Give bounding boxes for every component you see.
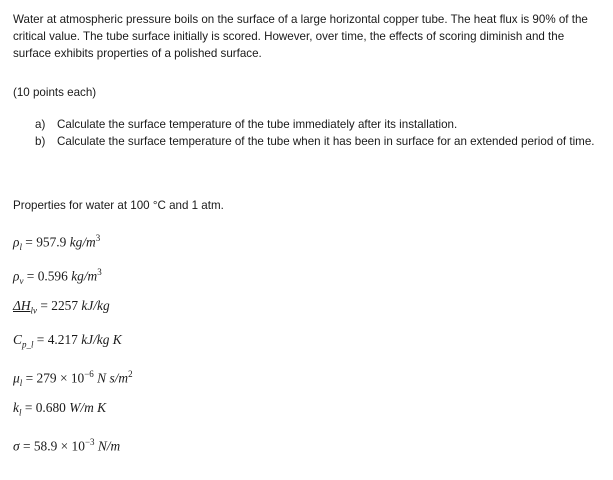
surface-tension-equation: $\sigma = 58.9 \times 10^{-3}$ N/m: [13, 437, 121, 454]
conductivity-equation: $k_l = 0.680$ W/m K: [13, 400, 107, 418]
question-text: Calculate the surface temperature of the tube when it has been in surface for an extended period of time.: [57, 134, 595, 148]
specific-heat-value: 4.217: [47, 332, 78, 347]
question-a: [35, 117, 595, 134]
problem-statement: Water at atmospheric pressure boils on the surface of a large horizontal copper tube. The heat flux is 90% of the critical value. The tube surface initially is scored. However, over time, the effects of scoring diminish and the surface exhibits properties of a polished surface.: [13, 13, 588, 61]
liquid-density-equation: $\rho_l = 957.9$ $kg/m^3$: [13, 233, 101, 253]
liquid-density-unit: kg/m: [69, 234, 96, 250]
latent-heat-equation: $\Delta H_{lv} = 2257$ kJ/kg: [13, 298, 110, 316]
surface-tension-unit: N/m: [97, 438, 121, 454]
question-marker: a): [35, 118, 46, 131]
latent-heat-unit: kJ/kg: [81, 298, 110, 313]
viscosity-exponent: −6: [84, 369, 94, 379]
conductivity-value: 0.680: [35, 400, 66, 415]
surface-tension-value: 58.9: [33, 438, 58, 454]
specific-heat-equation: $C_{p\_l} = 4.217$ kJ/kg K: [13, 332, 122, 350]
points-note: (10 points each): [13, 86, 97, 99]
viscosity-value: 279: [36, 370, 57, 386]
liquid-density-value: 957.9: [36, 234, 67, 250]
viscosity-unit: N s/m: [97, 370, 129, 386]
vapor-density-equation: $\rho_v = 0.596$ $kg/m^3$: [13, 267, 102, 287]
question-b: [35, 134, 595, 151]
latent-heat-value: 2257: [51, 298, 79, 313]
question-marker: b): [35, 134, 46, 148]
viscosity-equation: $\mu_l = 279 \times 10^{-6}$ N $s/m^2$: [13, 369, 133, 389]
question-text: Calculate the surface temperature of the tube immediately after its installation.: [57, 118, 458, 131]
conductivity-unit: W/m K: [69, 400, 107, 415]
vapor-density-value: 0.596: [37, 268, 68, 284]
specific-heat-unit: kJ/kg K: [81, 332, 122, 347]
properties-heading: Properties for water at 100 °C and 1 atm.: [13, 199, 224, 212]
surface-tension-exponent: −3: [84, 437, 95, 447]
vapor-density-unit: kg/m: [71, 268, 98, 284]
question-list: [35, 117, 595, 151]
